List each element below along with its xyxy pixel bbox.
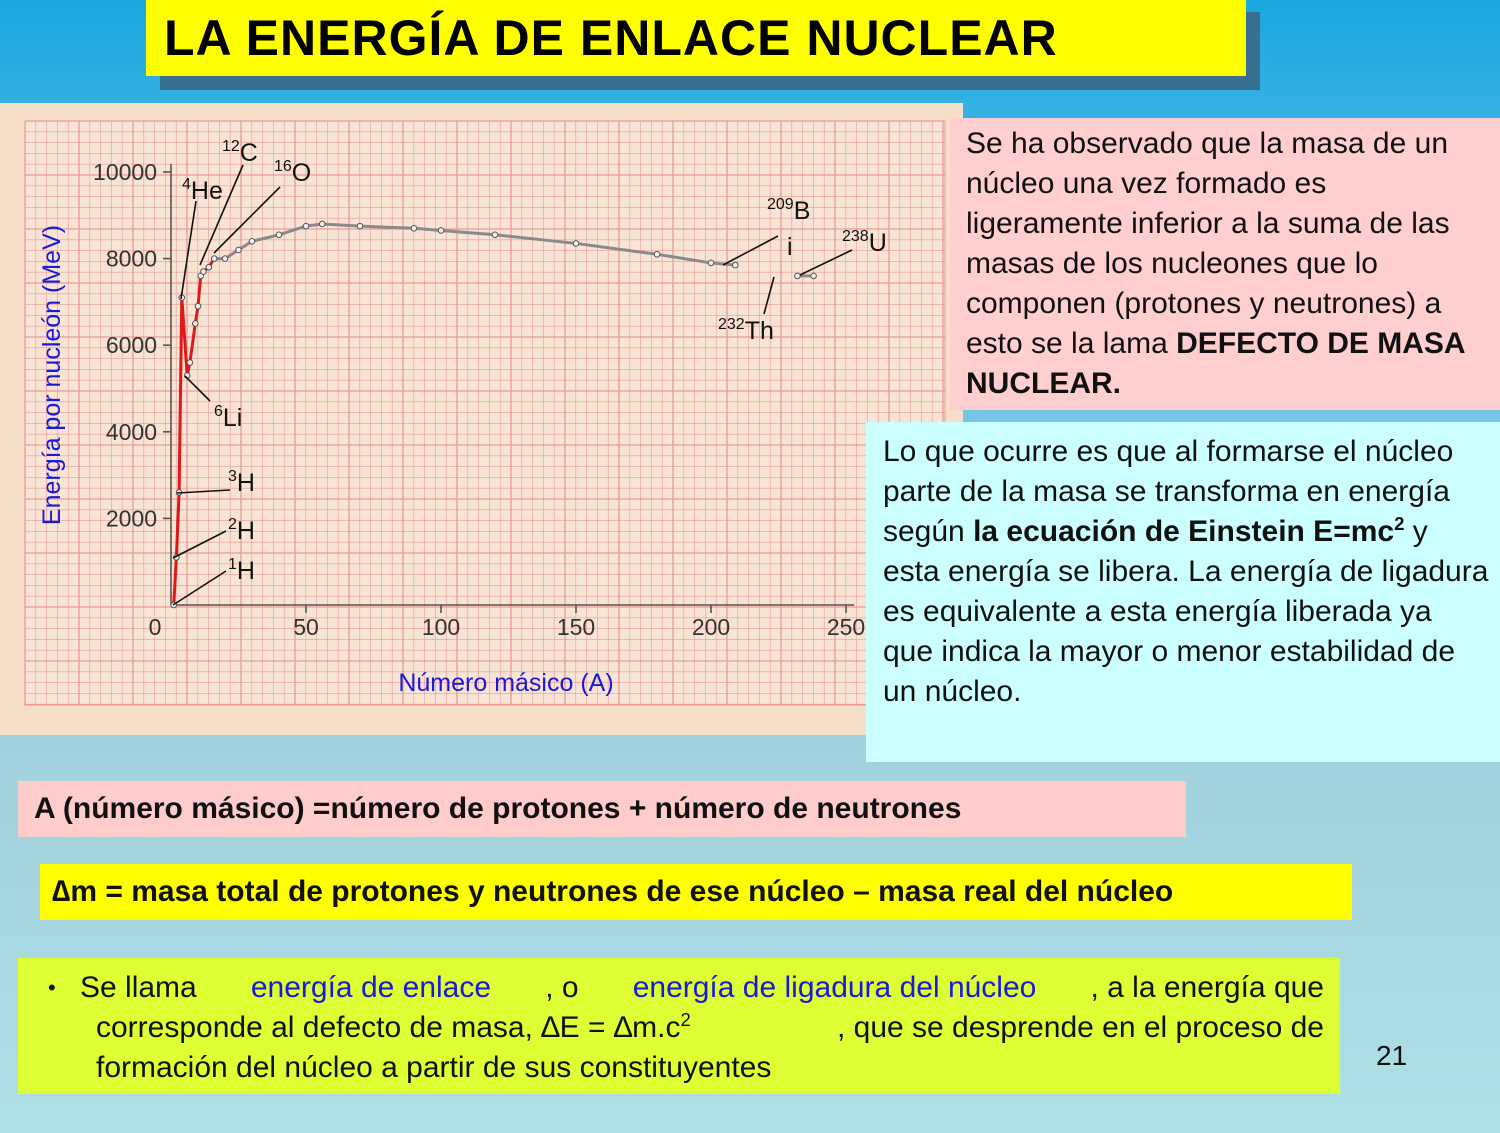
mass-defect-bold: DEFECTO DE MASA NUCLEAR. — [966, 327, 1465, 400]
x-tick-label-150: 150 — [556, 614, 596, 640]
einstein-text-2: y esta energía se libera. La energía de ligadura es equivalente a esta energía liberada ya que indica la mayor o menor estabilidad de un núcleo. — [883, 515, 1489, 708]
binding-energy-chart — [0, 103, 963, 735]
annotation-1h: $^1$H — [228, 556, 255, 585]
mass-defect-formula — [40, 864, 1352, 920]
data-point-11 — [211, 256, 217, 262]
data-point-16 — [303, 223, 309, 229]
data-point-19 — [411, 225, 417, 231]
y-axis-label: Energía por nucleón (MeV) — [38, 224, 66, 526]
einstein-text-1: Lo que ocurre es que al formarse el núcleo parte de la masa se transforma en energía según — [883, 435, 1454, 548]
annotation-3h: $^3$H — [228, 468, 255, 497]
x-tick-label-0: 0 — [148, 614, 162, 640]
x-tick-label-250: 250 — [826, 614, 866, 640]
data-point-25 — [733, 262, 739, 268]
data-point-6 — [193, 321, 199, 327]
data-point-21 — [492, 232, 498, 238]
einstein-equation: la ecuación de Einstein $E=mc^2$ — [973, 513, 1405, 548]
data-point-7 — [195, 303, 201, 309]
annotation-209-label2: i — [787, 233, 793, 261]
annotation-12c: $^{12}$C — [222, 138, 258, 167]
bullet-icon: • — [48, 975, 56, 1000]
definition-line-2: corresponde al defecto de masa, $\Delta E = \Delta m.c^2$ , que se desprende en el proceso de — [96, 1009, 1324, 1044]
data-point-22 — [573, 241, 579, 247]
binding-energy-definition — [18, 958, 1340, 1094]
annotation-16o: $^{16}$O — [274, 158, 312, 187]
y-tick-label-2000: 2000 — [105, 505, 157, 532]
x-axis-label: Número másico (A) — [398, 669, 614, 697]
data-point-14 — [249, 238, 255, 244]
x-tick-label-100: 100 — [421, 614, 461, 640]
annotation-238u: $^{238}$U — [842, 228, 887, 257]
chart-panel — [0, 103, 963, 735]
data-point-18 — [357, 223, 363, 229]
data-point-9 — [201, 269, 207, 275]
delta-symbol: ∆ — [52, 875, 71, 908]
data-point-23 — [654, 251, 660, 257]
data-point-24 — [708, 260, 714, 266]
data-point-27 — [811, 273, 817, 279]
data-point-13 — [236, 247, 242, 253]
annotation-4he: $^4$He — [182, 176, 223, 205]
annotation-209b: $^{209}$B — [767, 196, 811, 225]
data-point-20 — [438, 228, 444, 234]
mass-defect-text: Se ha observado que la masa de un núcleo una vez formado es ligeramente inferior a la suma de las masas de los nucleones que lo componen (protones y neutrones) a esto se la lama — [966, 127, 1450, 360]
y-tick-label-8000: 8000 — [105, 245, 157, 272]
data-point-15 — [276, 232, 282, 238]
page-number: 21 — [1376, 1040, 1408, 1071]
annotation-6li: $^6$Li — [214, 403, 243, 432]
data-point-12 — [222, 256, 228, 262]
mass-defect-formula-text: m = masa total de protones y neutrones de ese núcleo – masa real del núcleo — [70, 875, 1174, 908]
definition-line-3: formación del núcleo a partir de sus constituyentes — [96, 1051, 772, 1084]
data-point-26 — [795, 273, 801, 279]
x-tick-label-200: 200 — [691, 614, 731, 640]
slide-title: LA ENERGÍA DE ENLACE NUCLEAR — [146, 0, 1246, 76]
data-point-5 — [187, 360, 193, 366]
y-tick-label-10000: 10000 — [93, 159, 157, 185]
mass-number-formula: A (número másico) =número de protones + número de neutrones — [18, 781, 1186, 837]
annotation-2h: $^2$H — [228, 516, 255, 545]
y-tick-label-6000: 6000 — [105, 332, 157, 359]
annotation-232th: $^{232}$Th — [718, 316, 774, 345]
x-tick-label-50: 50 — [293, 614, 319, 640]
mass-defect-box — [950, 118, 1500, 410]
term-energia-de-enlace: energía de enlace — [250, 971, 492, 1004]
y-tick-label-4000: 4000 — [105, 418, 157, 445]
data-point-17 — [319, 221, 325, 227]
definition-line-1: • Se llama energía de enlace , o energía de ligadura del núcleo , a la energía que — [34, 968, 1324, 1008]
data-point-10 — [206, 264, 212, 270]
term-energia-de-ligadura: energía de ligadura del núcleo — [632, 971, 1037, 1004]
einstein-box — [866, 422, 1500, 762]
